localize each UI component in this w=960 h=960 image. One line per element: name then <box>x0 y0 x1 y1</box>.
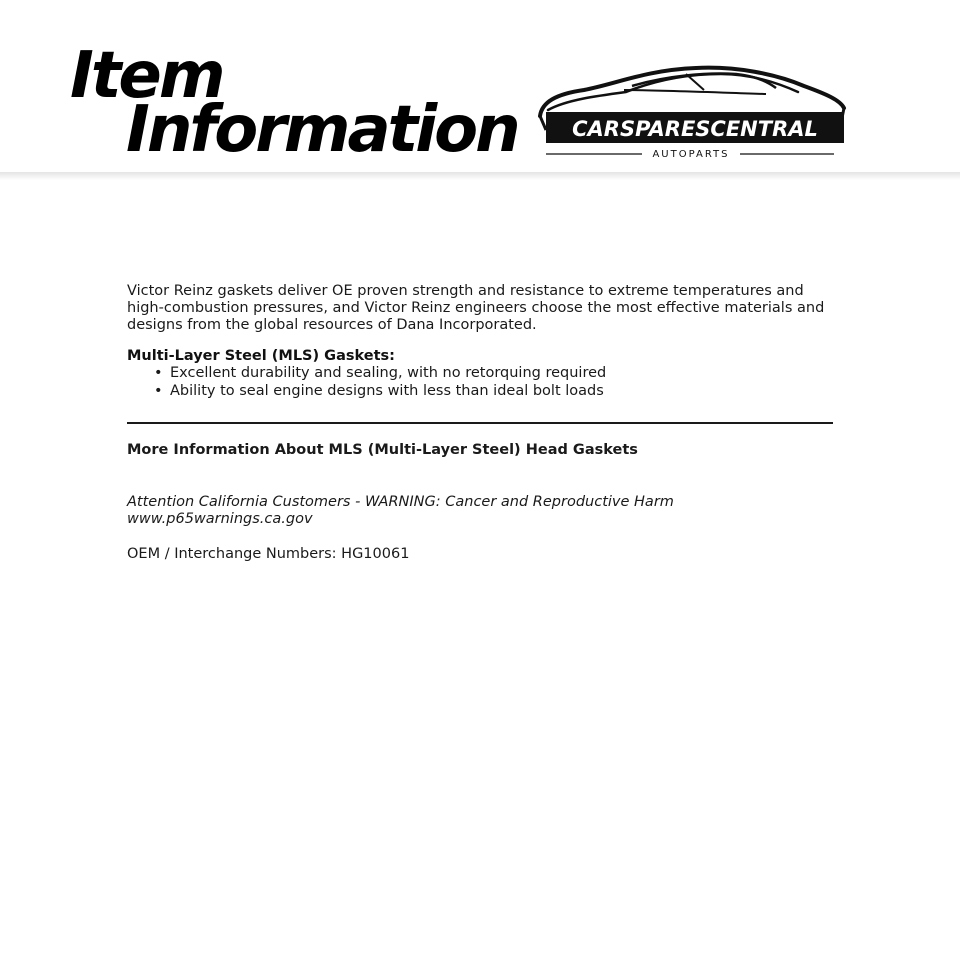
page-title-line2: Information <box>126 93 518 167</box>
section-divider <box>127 422 833 424</box>
prop65-url: www.p65warnings.ca.gov <box>127 511 313 527</box>
list-item: • Excellent durability and sealing, with no retorquing required <box>170 365 833 383</box>
page-title-line1: Item <box>70 39 223 113</box>
brand-logo <box>536 60 848 164</box>
feature-list <box>127 365 833 400</box>
more-info-heading: More Information About MLS (Multi-Layer Steel) Head Gaskets <box>127 442 638 458</box>
header <box>0 0 960 174</box>
oem-numbers: OEM / Interchange Numbers: HG10061 <box>127 546 410 562</box>
mls-heading: Multi-Layer Steel (MLS) Gaskets: <box>127 348 395 364</box>
brand-name: CARSPARESCENTRAL <box>572 117 818 141</box>
item-description <box>127 283 833 563</box>
brand-subtitle: AUTOPARTS <box>652 149 730 160</box>
header-divider <box>0 172 960 180</box>
intro-paragraph: Victor Reinz gaskets deliver OE proven strength and resistance to extreme temperatures and high-combustion pressures, and Victor Reinz engineers choose the most effective materials and designs from the global resources of Dana Incorporated. <box>127 283 825 333</box>
prop65-warning: Attention California Customers - WARNING: Cancer and Reproductive Harm <box>127 494 674 510</box>
list-item: • Ability to seal engine designs with less than ideal bolt loads <box>170 383 833 401</box>
